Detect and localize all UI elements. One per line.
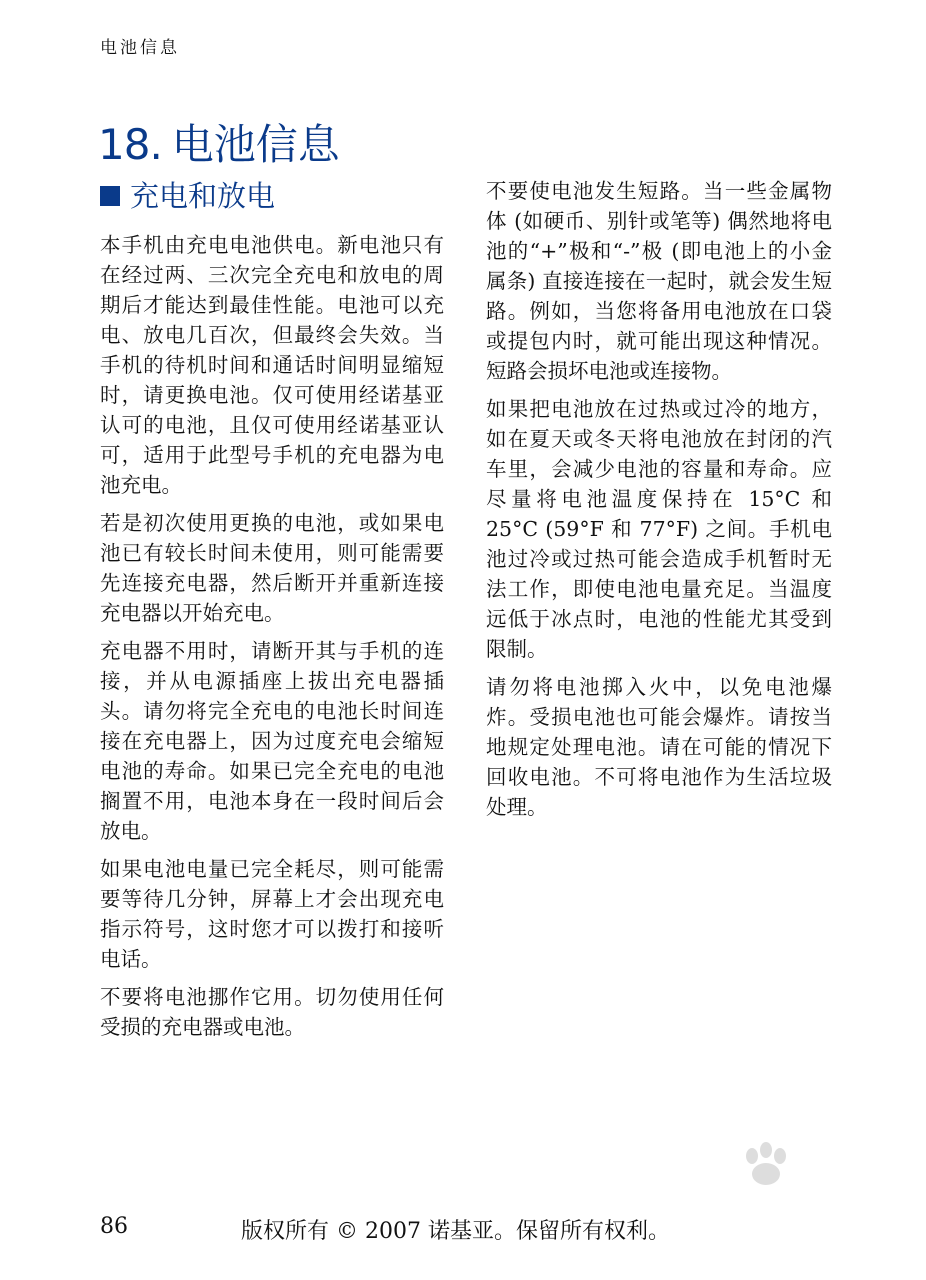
page-number: 86 bbox=[100, 1214, 128, 1239]
square-bullet-icon bbox=[100, 186, 120, 206]
paragraph: 请勿将电池掷入火中，以免电池爆炸。受损电池也可能会爆炸。请按当地规定处理电池。请在可能的情况下回收电池。不可将电池作为生活垃圾处理。 bbox=[486, 675, 832, 819]
chapter-title-text: 电池信息 bbox=[171, 120, 340, 170]
baidu-watermark bbox=[660, 1148, 880, 1248]
paragraph: 不要使电池发生短路。当一些金属物体 (如硬币、别针或笔等) 偶然地将电池的“+”极和“-”极 (即电池上的小金属条) 直接连接在一起时，就会发生短路。例如，当您将备用电池放在口袋或提包内时，就可能出现这种情况。短路会损坏电池或连接物。 bbox=[486, 179, 832, 383]
chapter-title bbox=[98, 112, 340, 172]
left-column bbox=[100, 176, 444, 1050]
paragraph: 若是初次使用更换的电池，或如果电池已有较长时间未使用，则可能需要先连接充电器，然后断开并重新连接充电器以开始充电。 bbox=[100, 511, 444, 625]
paragraph: 本手机由充电电池供电。新电池只有在经过两、三次完全充电和放电的周期后才能达到最佳性能。电池可以充电、放电几百次，但最终会失效。当手机的待机时间和通话时间明显缩短时，请更换电池。仅可使用经诺基亚认可的电池，且仅可使用经诺基亚认可，适用于此型号手机的充电器为电池充电。 bbox=[100, 233, 444, 497]
paragraph: 如果把电池放在过热或过冷的地方，如在夏天或冬天将电池放在封闭的汽车里，会减少电池的容量和寿命。应尽量将电池温度保持在 15°C 和 25°C (59°F 和 77°F) 之间。手机电池过冷或过热可能会造成手机暂时无法工作，即使电池电量充足。当温度远低于冰点时，电池的性能尤其受到限制。 bbox=[486, 397, 832, 661]
chapter-number: 18. bbox=[98, 120, 162, 170]
paragraph: 不要将电池挪作它用。切勿使用任何受损的充电器或电池。 bbox=[100, 985, 444, 1039]
section-heading bbox=[100, 176, 444, 216]
paragraph: 如果电池电量已完全耗尽，则可能需要等待几分钟，屏幕上才会出现充电指示符号，这时您才可以拨打和接听电话。 bbox=[100, 857, 444, 971]
copyright-notice: 版权所有 © 2007 诺基亚。保留所有权利。 bbox=[241, 1219, 670, 1244]
paw-icon bbox=[732, 1142, 926, 1242]
paragraph: 充电器不用时，请断开其与手机的连接，并从电源插座上拔出充电器插头。请勿将完全充电的电池长时间连接在充电器上，因为过度充电会缩短电池的寿命。如果已完全充电的电池搁置不用，电池本身在一段时间后会放电。 bbox=[100, 639, 444, 843]
right-column bbox=[486, 176, 832, 830]
running-head: 电池信息 bbox=[100, 38, 180, 58]
section-heading-text: 充电和放电 bbox=[130, 179, 276, 213]
